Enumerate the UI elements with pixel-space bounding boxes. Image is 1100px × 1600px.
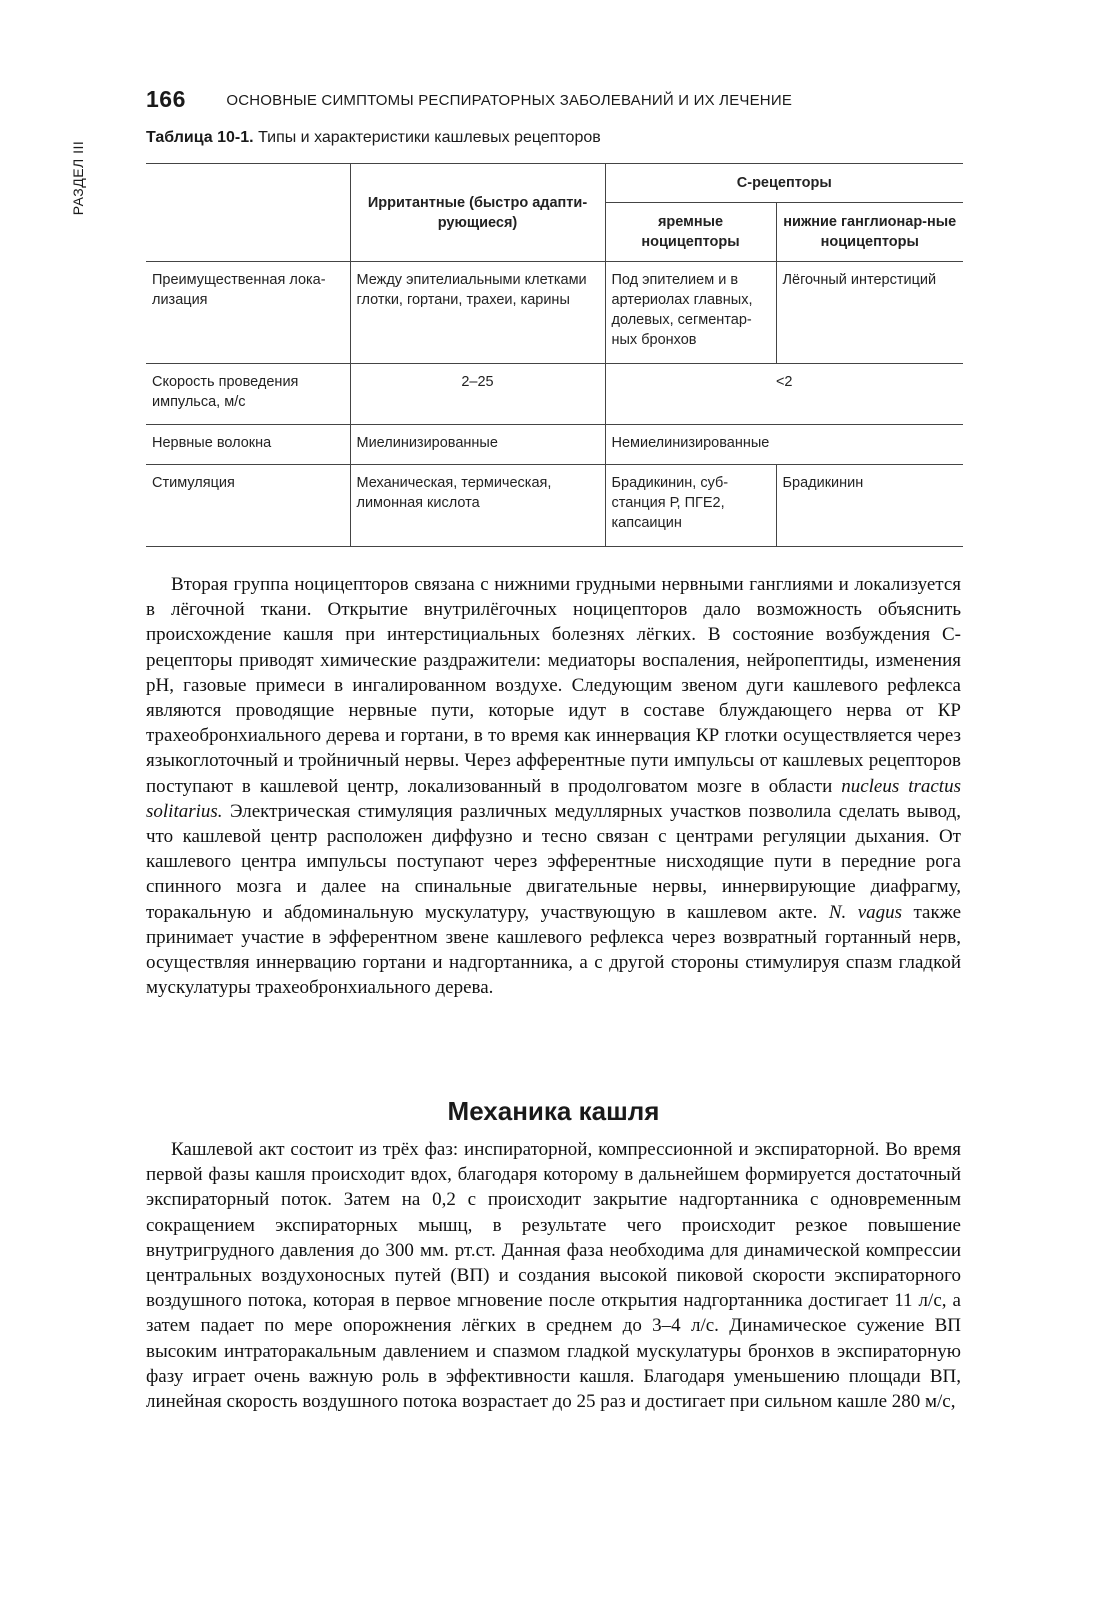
- cell-irritant: Механическая, термическая, лимонная кислота: [350, 465, 605, 547]
- table-row: [146, 364, 963, 425]
- row-label: Преимущественная лока-лизация: [146, 262, 350, 364]
- row-label: Скорость проведения импульса, м/с: [146, 364, 350, 425]
- table-head-c-receptors: С-рецепторы: [605, 164, 963, 203]
- table-caption-label: Таблица 10-1.: [146, 129, 254, 146]
- paragraph-1-text-a: Вторая группа ноцицепторов связана с нижними грудными нервными ганглиями и локализуется в лёгочной ткани. Открытие внутрилёгочных ноцицепторов дало возможность объяснить происхождение кашля при интерстициальных болезнях лёгких. В состояние возбуждения С-рецепторы приводят химические раздражители: медиаторы воспаления, нейропептиды, изменения pH, газовые примеси в ингалированном воздухе. Следующим звеном дуги кашлевого рефлекса являются проводящие нервные пути, которые идут в составе блуждающего нерва от КР трахеобронхиального дерева и гортани, в то время как иннервация КР глотки осуществляется через языкоглоточный и тройничный нервы. Через афферентные пути импульсы от кашлевых рецепторов поступают в кашлевой центр, локализованный в продолговатом мозге в области: [146, 574, 961, 797]
- cell-lower: Лёгочный интерстиций: [776, 262, 963, 364]
- table-head-lower: нижние ганглионар-ные ноцицепторы: [776, 203, 963, 262]
- cell-lower: Брадикинин: [776, 465, 963, 547]
- paragraph-2-text: Кашлевой акт состоит из трёх фаз: инспираторной, компрессионной и экспираторной. Во время первой фазы кашля происходит вдох, благодаря которому в дальнейшем формируется достаточный экспираторный поток. Затем на 0,2 с происходит закрытие надгортанника с одновременным сокращением экспираторных мышц, в результате чего происходит резкое повышение внутригрудного давления до 300 мм. рт.ст. Данная фаза необходима для динамической компрессии центральных воздухоносных путей (ВП) и создания высокой пиковой скорости экспираторного воздушного потока, которая в первое мгновение после открытия надгортанника достигает 11 л/с, а затем падает по мере опорожнения лёгких в среднем до 3–4 л/с. Динамическое сужение ВП высоким интраторакальным давлением и спазмом гладкой мускулатуры бронхов в экспираторную фазу играет очень важную роль в эффективности кашля. Благодаря уменьшению площади ВП, линейная скорость воздушного потока возрастает до 25 раз и достигает при сильном кашле 280 м/с,: [146, 1139, 961, 1413]
- table-row: [146, 465, 963, 547]
- row-label: Стимуляция: [146, 465, 350, 547]
- paragraph-1-text-b: Электрическая стимуляция различных медуллярных участков позволила сделать вывод, что кашлевой центр расположен диффузно и тесно связан с центрами регуляции дыхания. От кашлевого центра импульсы поступают через эфферентные нисходящие пути в передние рога спинного мозга и далее на спинальные двигательные нервы, иннервирующие диафрагму, торакальную и абдоминальную мускулатуру, участвующую в кашлевом акте.: [146, 800, 961, 923]
- body-paragraph-2: [146, 1137, 961, 1414]
- paragraph-1-text-c: также принимает участие в эфферентном звене кашлевого рефлекса через возвратный гортанный нерв, осуществляя иннервацию гортани и надгортанника, а с другой стороны стимулируя спазм гладкой мускулатуры трахеобронхиального дерева.: [146, 901, 962, 999]
- cell-jugular: Под эпителием и в артериолах главных, долевых, сегментар-ных бронхов: [605, 262, 776, 364]
- cell-c-merged: <2: [605, 364, 963, 425]
- table-caption-text: Типы и характеристики кашлевых рецепторов: [258, 129, 601, 146]
- paragraph-1-latin-nerve: N. vagus: [828, 901, 903, 923]
- section-title: Механика кашля: [447, 1096, 660, 1126]
- table-head-empty: [146, 164, 350, 262]
- cell-irritant: 2–25: [350, 364, 605, 425]
- cell-jugular: Брадикинин, суб-станция Р, ПГЕ2, капсаицин: [605, 465, 776, 547]
- section-tab-label: РАЗДЕЛ III: [70, 140, 86, 216]
- table-row: [146, 425, 963, 465]
- table-caption: [146, 129, 601, 147]
- paragraph-1-latin-term: nucleus tractus solitarius.: [146, 775, 961, 822]
- table-row: [146, 262, 963, 364]
- page-number: 166: [146, 86, 186, 112]
- cell-irritant: Миелинизированные: [350, 425, 605, 465]
- cell-c-merged: Немиелинизированные: [605, 425, 963, 465]
- body-paragraph-1: [146, 572, 961, 1000]
- section-tab: [66, 128, 90, 228]
- row-label: Нервные волокна: [146, 425, 350, 465]
- table-head-jugular: яремные ноцицепторы: [605, 203, 776, 262]
- running-title: ОСНОВНЫЕ СИМПТОМЫ РЕСПИРАТОРНЫХ ЗАБОЛЕВАНИЙ И ИХ ЛЕЧЕНИЕ: [226, 92, 793, 109]
- cell-irritant: Между эпителиальными клетками глотки, гортани, трахеи, карины: [350, 262, 605, 364]
- table-head-irritant: Ирритантные (быстро адапти-рующиеся): [350, 164, 605, 262]
- page-header: [146, 86, 960, 116]
- receptor-table: [146, 163, 963, 547]
